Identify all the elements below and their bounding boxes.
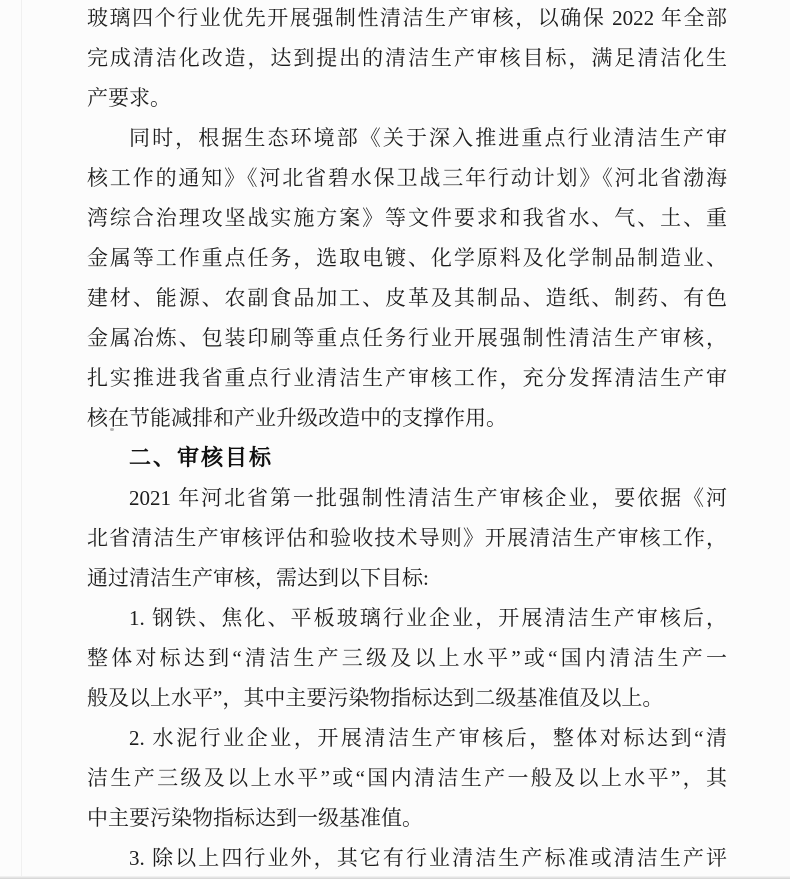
text-block	[87, 0, 727, 878]
body-text-line: 同时，根据生态环境部《关于深入推进重点行业清洁生产审	[129, 126, 727, 150]
body-text-line: 建材、能源、农副食品加工、皮革及其制品、造纸、制药、有色	[87, 286, 727, 310]
body-text-line: 中主要污染物指标达到一级基准值。	[87, 806, 423, 830]
body-text-line: 3. 除以上四行业外，其它有行业清洁生产标准或清洁生产评	[129, 846, 727, 870]
body-text-line: 金属冶炼、包装印刷等重点任务行业开展强制性清洁生产审核，	[87, 326, 727, 350]
body-text-line: 玻璃四个行业优先开展强制性清洁生产审核，以确保 2022 年全部	[87, 6, 727, 30]
scan-left-edge-artifact	[21, 0, 22, 879]
body-text-line: 北省清洁生产审核评估和验收技术导则》开展清洁生产审核工作，	[87, 526, 727, 550]
body-text-line: 核在节能减排和产业升级改造中的支撑作用。	[87, 406, 507, 430]
body-text-line: 产要求。	[87, 86, 171, 110]
body-text-line: 完成清洁化改造，达到提出的清洁生产审核目标，满足清洁化生	[87, 46, 727, 70]
body-text-line: 2. 水泥行业企业，开展清洁生产审核后，整体对标达到“清	[129, 726, 727, 750]
body-text-line: 金属等工作重点任务，选取电镀、化学原料及化学制品制造业、	[87, 246, 727, 270]
body-text-line: 1. 钢铁、焦化、平板玻璃行业企业，开展清洁生产审核后，	[129, 606, 727, 630]
body-text-line: 般及以上水平”，其中主要污染物指标达到二级基准值及以上。	[87, 686, 664, 710]
section-heading: 二、审核目标	[129, 445, 274, 470]
body-text-line: 核工作的通知》《河北省碧水保卫战三年行动计划》《河北省渤海	[87, 166, 727, 190]
body-text-line: 湾综合治理攻坚战实施方案》等文件要求和我省水、气、土、重	[87, 206, 727, 230]
body-text-line: 通过清洁生产审核，需达到以下目标:	[87, 566, 429, 590]
body-text-line: 扎实推进我省重点行业清洁生产审核工作，充分发挥清洁生产审	[87, 366, 727, 390]
body-text-line: 整体对标达到“清洁生产三级及以上水平”或“国内清洁生产一	[87, 646, 727, 670]
body-text-line: 洁生产三级及以上水平”或“国内清洁生产一般及以上水平”，其	[87, 766, 727, 790]
body-text-line: 2021 年河北省第一批强制性清洁生产审核企业，要依据《河	[129, 486, 727, 510]
